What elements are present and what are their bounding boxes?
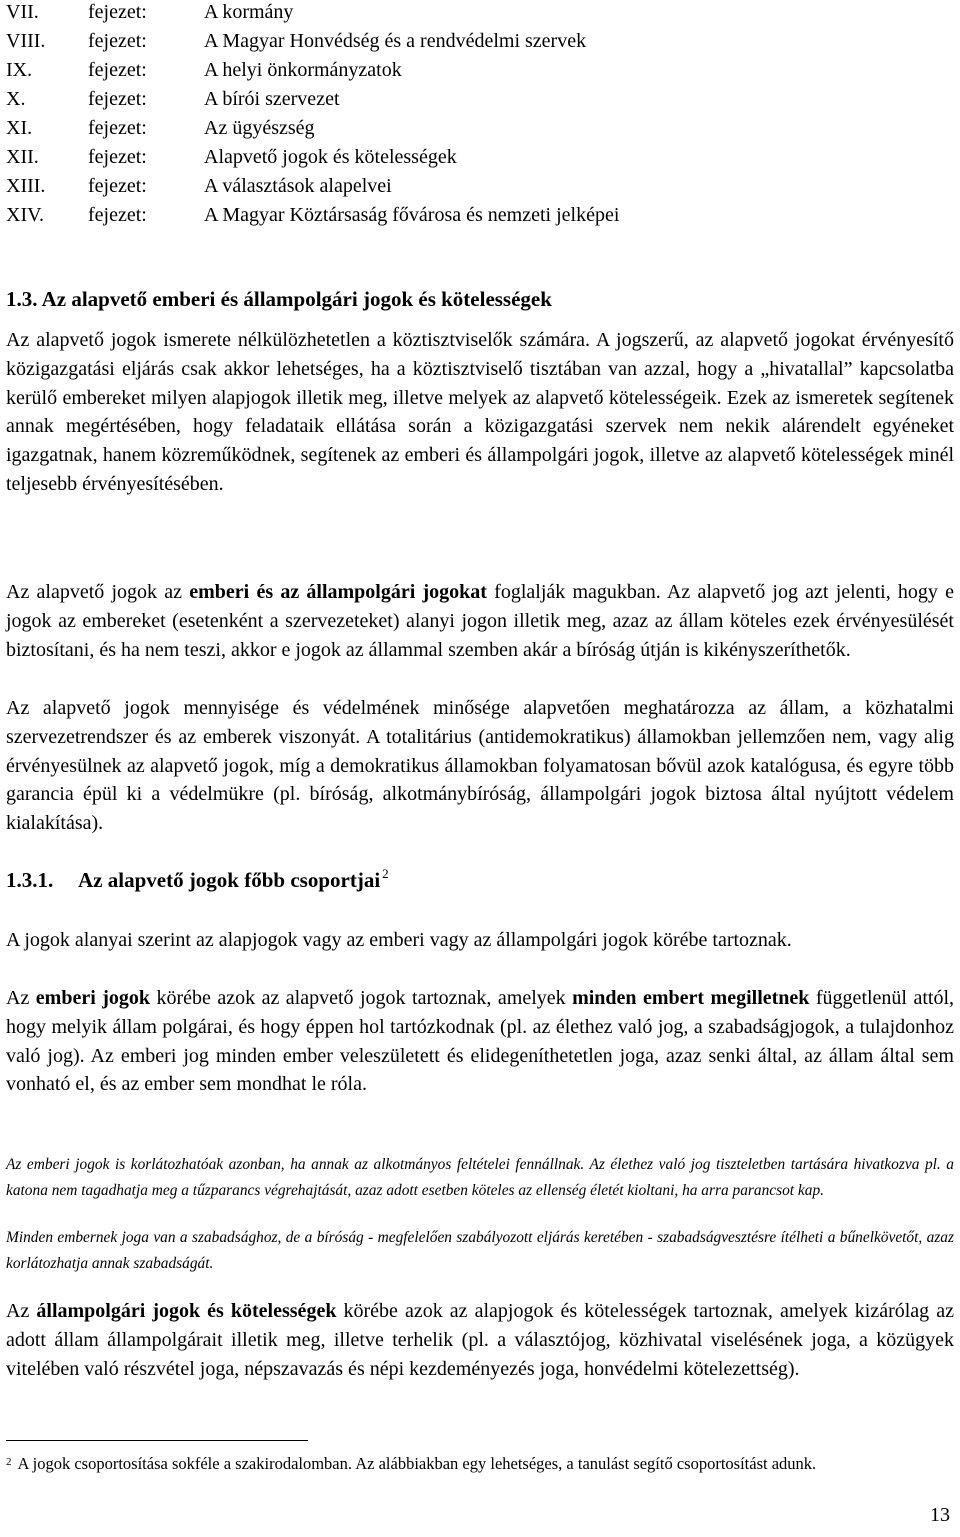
footnote-mark: 2 (6, 1456, 12, 1468)
chapter-label: fejezet: (88, 1, 147, 23)
chapter-label: fejezet: (88, 146, 147, 168)
chapter-title: A választások alapelvei (204, 175, 392, 197)
chapter-label: fejezet: (88, 30, 147, 52)
chapter-label: fejezet: (88, 88, 147, 110)
chapter-number: XI. (6, 117, 33, 139)
chapter-label: fejezet: (88, 59, 147, 81)
subsection-title: Az alapvető jogok főbb csoportjai (78, 868, 381, 892)
chapter-title: A bírói szervezet (204, 88, 340, 110)
footnote-divider (6, 1440, 308, 1441)
emphasis: emberi jogok (35, 987, 151, 1009)
subsection-paragraph: A jogok alanyai szerint az alapjogok vagy az emberi vagy az állampolgári jogok körébe tartoznak. (6, 929, 792, 951)
chapter-label: fejezet: (88, 175, 147, 197)
footnote-text: A jogok csoportosítása sokféle a szakirodalomban. Az alábbiakban egy lehetséges, a tanulást segítő csoportosítást adunk. (17, 1454, 817, 1473)
footnote (6, 1452, 954, 1477)
chapter-title: A Magyar Köztársaság fővárosa és nemzeti jelképei (204, 204, 620, 226)
emphasis: emberi és az állampolgári jogokat (189, 581, 487, 603)
chapter-number: XIV. (6, 204, 44, 226)
chapter-number: XII. (6, 146, 39, 168)
note-paragraph: Az emberi jogok is korlátozhatóak azonban, ha annak az alkotmányos feltételei fennállnak. Az élethez való jog tiszteletben tartására hivatkozva pl. a katona nem tagadhatja meg a tűzparancs végrehajtását, azaz adott esetben köteles az ellenség életét kioltani, ha arra parancsot kap. (6, 1156, 954, 1199)
chapter-number: X. (6, 88, 26, 110)
chapter-number: VII. (6, 1, 39, 23)
subsection-number: 1.3.1. (6, 868, 54, 892)
emphasis: állampolgári jogok és kötelességek (36, 1300, 337, 1322)
chapter-title: Alapvető jogok és kötelességek (204, 146, 457, 168)
subsection-paragraph: Az állampolgári jogok és kötelességek körébe azok az alapjogok és kötelességek tartoznak, amelyek kizárólag az adott állam állampolgárait illetik meg, illetve terhelik (pl. a választójog, közhivatal viselésének joga, a közügyek vitelében való részvétel joga, népszavazás és népi kezdeményezés joga, honvédelmi kötelezettség). (6, 1300, 954, 1380)
chapter-label: fejezet: (88, 204, 147, 226)
chapter-title: A kormány (204, 1, 294, 23)
chapter-number: IX. (6, 59, 33, 81)
chapter-label: fejezet: (88, 117, 147, 139)
note-paragraph: Minden embernek joga van a szabadsághoz, de a bíróság - megfelelően szabályozott eljárás keretében - szabadságvesztésre ítélheti a bűnelkövetőt, azaz korlátozhatja annak szabadságát. (6, 1229, 954, 1272)
chapter-title: A Magyar Honvédség és a rendvédelmi szervek (204, 30, 587, 52)
page-number: 13 (930, 1504, 950, 1526)
section-paragraph: Az alapvető jogok ismerete nélkülözhetetlen a köztisztviselők számára. A jogszerű, az alapvető jogokat érvényesítő közigazgatási eljárás csak akkor lehetséges, ha a köztisztviselő tisztában van azzal, hogy a „hivatallal” kapcsolatba kerülő embereket milyen alapjogok illetik meg, illetve melyek az alapvető kötelességeik. Ezek az ismeretek segítenek annak megértésében, hogy feladataik ellátása során a közigazgatási szervek nem nekik alárendelt egyéneket igazgatnak, hanem közreműködnek, segítenek az emberi és állampolgári jogok, illetve az alapvető kötelességek minél teljesebb érvényesítésében. (6, 329, 954, 495)
subsection-paragraph: Az emberi jogok körébe azok az alapvető jogok tartoznak, amelyek minden embert megilletnek függetlenül attól, hogy melyik állam polgárai, és hogy éppen hol tartózkodnak (pl. az élethez való jog, a szabadságjogok, a tulajdonhoz való jog). Az emberi jog minden ember veleszületett és elidegeníthetetlen joga, azaz senki által, az állam által sem vonható el, és az ember sem mondhat le róla. (6, 987, 954, 1096)
section-paragraph: Az alapvető jogok mennyisége és védelmének minősége alapvetően meghatározza az állam, a közhatalmi szervezetrendszer és az emberek viszonyát. A totalitárius (antidemokratikus) államokban jellemzően nem, vagy alig érvényesülnek az alapvető jogok, míg a demokratikus államokban folyamatosan bővül azok katalógusa, és egyre több garancia épül ki a védelmükre (pl. bíróság, alkotmánybíróság, állampolgári jogok biztosa által nyújtott védelem kialakítása). (6, 697, 954, 835)
section-paragraph: Az alapvető jogok az emberi és az állampolgári jogokat foglalják magukban. Az alapvető jog azt jelenti, hogy e jogok az embereket (esetenként a szervezeteket) alanyi jogon illetik meg, azaz az állam köteles ezek érvényesülését biztosítani, és ha nem teszi, akkor e jogok az állammal szemben akár a bíróság útján is kikényszeríthetők. (6, 581, 955, 661)
chapter-title: Az ügyészség (204, 117, 315, 139)
footnote-reference: 2 (382, 866, 389, 881)
chapter-number: VIII. (6, 30, 46, 52)
emphasis: minden embert megilletnek (572, 987, 810, 1009)
chapter-number: XIII. (6, 175, 46, 197)
section-heading: 1.3. Az alapvető emberi és állampolgári jogok és kötelességek (6, 287, 552, 311)
chapter-title: A helyi önkormányzatok (204, 59, 402, 81)
subsection-heading (6, 868, 389, 893)
